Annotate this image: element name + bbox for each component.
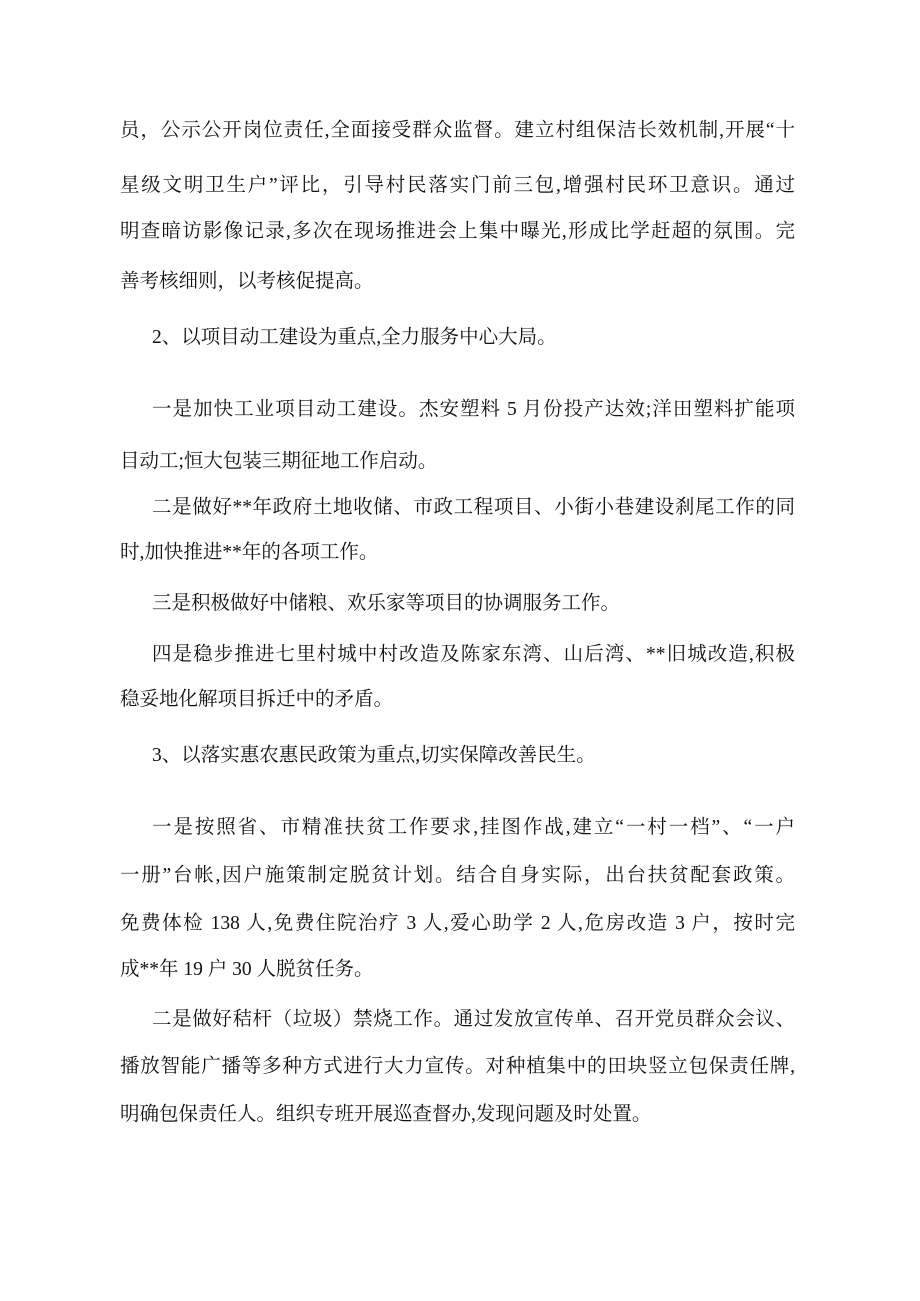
text-line: 四是稳步推进七里村城中村改造及陈家东湾、山后湾、**旧城改造,积极 — [152, 644, 795, 665]
text-line: 时,加快推进**年的各项工作。 — [120, 542, 379, 563]
text-line: 三是积极做好中储粮、欢乐家等项目的协调服务工作。 — [152, 593, 621, 614]
text-line: 成**年 19 户 30 人脱贫任务。 — [120, 959, 374, 980]
text-line: 播放智能广播等多种方式进行大力宣传。对种植集中的田块竖立包保责任牌, — [120, 1056, 795, 1077]
text-line: 免费体检 138 人,免费住院治疗 3 人,爱心助学 2 人,危房改造 3 户，按时完 — [120, 913, 795, 934]
text-line: 稳妥地化解项目拆迁中的矛盾。 — [120, 689, 394, 710]
text-line: 明查暗访影像记录,多次在现场推进会上集中曝光,形成比学赶超的氛围。完 — [120, 221, 795, 242]
text-line: 二是做好秸杆（垃圾）禁烧工作。通过发放宣传单、召开党员群众会议、 — [152, 1009, 795, 1030]
text-line: 善考核细则，以考核促提高。 — [120, 271, 374, 292]
text-line: 目动工;恒大包装三期征地工作启动。 — [120, 451, 438, 472]
text-line: 一是按照省、市精准扶贫工作要求,挂图作战,建立“一村一档”、“一户 — [152, 817, 795, 838]
section-heading: 3、以落实惠农惠民政策为重点,切实保障改善民生。 — [152, 745, 596, 766]
text-line: 员，公示公开岗位责任,全面接受群众监督。建立村组保洁长效机制,开展“十 — [120, 120, 795, 141]
text-line: 一册”台帐,因户施策制定脱贫计划。结合自身实际，出台扶贫配套政策。 — [120, 865, 795, 886]
text-line: 明确包保责任人。组织专班开展巡查督办,发现问题及时处置。 — [120, 1104, 652, 1125]
section-heading: 2、以项目动工建设为重点,全力服务中心大局。 — [152, 327, 557, 348]
text-line: 一是加快工业项目动工建设。杰安塑料 5 月份投产达效;洋田塑料扩能项 — [152, 399, 795, 420]
text-line: 星级文明卫生户”评比，引导村民落实门前三包,增强村民环卫意识。通过 — [120, 175, 795, 196]
text-line: 二是做好**年政府土地收储、市政工程项目、小街小巷建设刹尾工作的同 — [152, 497, 795, 518]
